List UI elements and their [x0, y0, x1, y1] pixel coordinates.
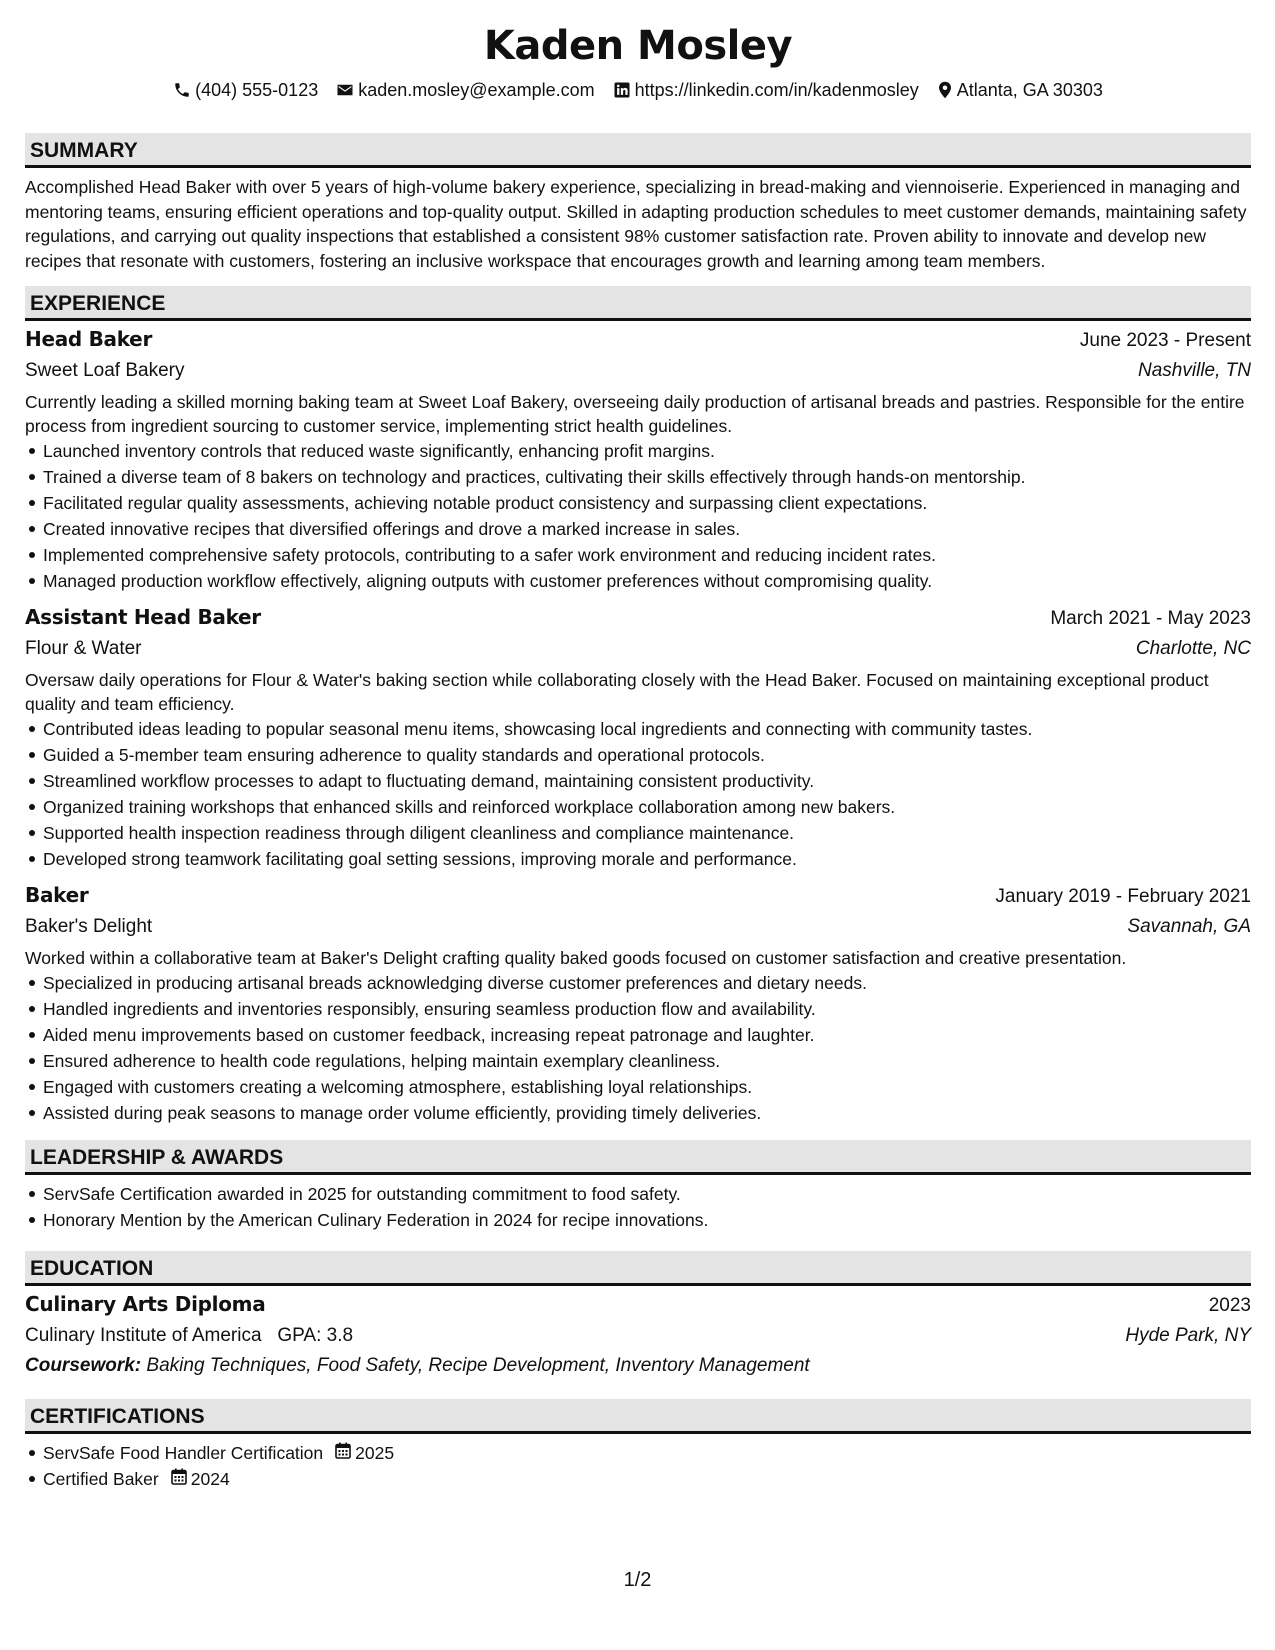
certification-row	[43, 1466, 1251, 1492]
page-number: 1/2	[623, 1569, 652, 1591]
contact-phone	[173, 78, 318, 102]
award-item: Honorary Mention by the American Culinary Federation in 2024 for recipe innovations.	[43, 1207, 1251, 1233]
bullet-item: Supported health inspection readiness through diligent cleanliness and compliance maintenance.	[43, 820, 1251, 846]
leadership-section	[25, 1140, 1251, 1233]
certification-name: ServSafe Food Handler Certification	[43, 1443, 324, 1464]
job-description: Currently leading a skilled morning baking team at Sweet Loaf Bakery, overseeing daily production of artisanal breads and pastries. Responsible for the entire process from ingredient sourcing to customer service, implementing strict health guidelines.	[25, 392, 1245, 437]
company-name: Baker's Delight	[25, 916, 153, 938]
school-location: Hyde Park, NY	[1125, 1325, 1251, 1347]
bullet-item: Specialized in producing artisanal breads acknowledging diverse customer preferences and dietary needs.	[43, 970, 1251, 996]
bullet-item: Created innovative recipes that diversified offerings and drove a marked increase in sales.	[43, 516, 1251, 542]
job-description: Worked within a collaborative team at Baker's Delight crafting quality baked goods focused on customer satisfaction and creative presentation.	[25, 948, 1127, 969]
candidate-name: Kaden Mosley	[483, 23, 793, 69]
bullet-item: Trained a diverse team of 8 bakers on technology and practices, cultivating their skills effectively through hands-on mentorship.	[43, 464, 1251, 490]
calendar-icon	[335, 1440, 351, 1466]
certification-item	[43, 1440, 1251, 1466]
section-header-experience: EXPERIENCE	[25, 286, 1251, 321]
bullet-item: Implemented comprehensive safety protocols, contributing to a safer work environment and reducing incident rates.	[43, 542, 1251, 568]
coursework-label: Coursework:	[25, 1355, 142, 1377]
coursework	[25, 1351, 1251, 1381]
job-location: Savannah, GA	[1127, 916, 1251, 938]
bullet-item: Ensured adherence to health code regulations, helping maintain exemplary cleanliness.	[43, 1048, 1251, 1074]
certification-row	[43, 1440, 1251, 1466]
company-name: Sweet Loaf Bakery	[25, 360, 185, 382]
job-location: Nashville, TN	[1138, 360, 1251, 382]
certification-year: 2024	[190, 1469, 230, 1490]
bullet-item: Contributed ideas leading to popular seasonal menu items, showcasing local ingredients and connecting with community tastes.	[43, 716, 1251, 742]
bullet-item: Facilitated regular quality assessments, achieving notable product consistency and surpassing client expectations.	[43, 490, 1251, 516]
phone-text: (404) 555-0123	[195, 80, 319, 100]
resume-page	[25, 18, 1251, 1492]
job-title: Baker	[25, 883, 89, 908]
bullet-item: Handled ingredients and inventories responsibly, ensuring seamless production flow and availability.	[43, 996, 1251, 1022]
gpa: GPA: 3.8	[277, 1325, 354, 1347]
calendar-icon	[171, 1466, 187, 1492]
linkedin-icon	[613, 81, 631, 99]
certification-bullets	[25, 1440, 1251, 1492]
job-entry	[25, 880, 1251, 1126]
education-year: 2023	[1208, 1295, 1251, 1317]
job-company-row	[25, 912, 1251, 942]
job-dates: January 2019 - February 2021	[995, 886, 1251, 908]
certification-year: 2025	[355, 1443, 395, 1464]
phone-icon	[173, 81, 191, 99]
bullet-item: Streamlined workflow processes to adapt to fluctuating demand, maintaining consistent productivity.	[43, 768, 1251, 794]
contact-location	[937, 78, 1103, 102]
education-section	[25, 1251, 1251, 1381]
job-title: Head Baker	[25, 327, 153, 352]
company-name: Flour & Water	[25, 638, 142, 660]
bullet-item: Organized training workshops that enhanced skills and reinforced workplace collaboration among new bakers.	[43, 794, 1251, 820]
degree-title: Culinary Arts Diploma	[25, 1292, 266, 1317]
job-company-row	[25, 634, 1251, 664]
section-header-certifications: CERTIFICATIONS	[25, 1399, 1251, 1434]
job-header-row	[25, 602, 1251, 634]
certification-name: Certified Baker	[43, 1469, 159, 1490]
bullet-item: Aided menu improvements based on customer feedback, increasing repeat patronage and laughter.	[43, 1022, 1251, 1048]
bullet-item: Engaged with customers creating a welcoming atmosphere, establishing loyal relationships.	[43, 1074, 1251, 1100]
summary-text: Accomplished Head Baker with over 5 years of high-volume bakery experience, specializing in bread-making and viennoiserie. Experienced in managing and mentoring teams, ensuring efficient operations and top-quality output. Skilled in adapting production schedules to meet customer demands, maintaining safety regulations, and carrying out quality inspections that established a consistent 98% customer satisfaction rate. Proven ability to innovate and develop new recipes that resonate with customers, fostering an inclusive workspace that encourages growth and learning among team members.	[25, 177, 1247, 271]
job-header-row	[25, 880, 1251, 912]
job-description: Oversaw daily operations for Flour & Water's baking section while collaborating closely with the Head Baker. Focused on maintaining exceptional product quality and team efficiency.	[25, 670, 1209, 715]
job-bullets	[25, 970, 1251, 1126]
education-school-row	[25, 1321, 1251, 1351]
section-header-education: EDUCATION	[25, 1251, 1251, 1286]
job-dates: June 2023 - Present	[1079, 330, 1251, 352]
education-header-row	[25, 1289, 1251, 1321]
job-location: Charlotte, NC	[1135, 638, 1251, 660]
section-header-summary: SUMMARY	[25, 133, 1251, 168]
experience-section	[25, 286, 1251, 1126]
job-entry	[25, 602, 1251, 872]
job-header-row	[25, 324, 1251, 356]
linkedin-link[interactable]: https://linkedin.com/in/kadenmosley	[634, 80, 919, 100]
contact-bar	[25, 78, 1251, 102]
school-name: Culinary Institute of America	[25, 1325, 262, 1347]
job-bullets	[25, 438, 1251, 594]
location-text: Atlanta, GA 30303	[956, 80, 1103, 100]
job-entry	[25, 324, 1251, 594]
envelope-icon	[336, 81, 354, 99]
job-company-row	[25, 356, 1251, 386]
job-dates: March 2021 - May 2023	[1050, 608, 1251, 630]
contact-email[interactable]	[336, 78, 594, 102]
summary-section	[25, 133, 1251, 273]
bullet-item: Launched inventory controls that reduced waste significantly, enhancing profit margins.	[43, 438, 1251, 464]
award-item: ServSafe Certification awarded in 2025 for outstanding commitment to food safety.	[43, 1181, 1251, 1207]
coursework-list: Baking Techniques, Food Safety, Recipe Development, Inventory Management	[146, 1355, 810, 1377]
bullet-item: Managed production workflow effectively, aligning outputs with customer preferences without compromising quality.	[43, 568, 1251, 594]
job-title: Assistant Head Baker	[25, 605, 261, 630]
bullet-item: Guided a 5-member team ensuring adherence to quality standards and operational protocols.	[43, 742, 1251, 768]
bullet-item: Assisted during peak seasons to manage order volume efficiently, providing timely deliveries.	[43, 1100, 1251, 1126]
award-bullets	[25, 1181, 1251, 1233]
school-info	[25, 1321, 353, 1351]
certification-date	[171, 1466, 230, 1492]
email-link[interactable]: kaden.mosley@example.com	[358, 80, 595, 100]
bullet-item: Developed strong teamwork facilitating goal setting sessions, improving morale and performance.	[43, 846, 1251, 872]
job-bullets	[25, 716, 1251, 872]
map-pin-icon	[937, 81, 953, 99]
certification-item	[43, 1466, 1251, 1492]
certifications-section	[25, 1399, 1251, 1492]
contact-linkedin[interactable]	[613, 78, 919, 102]
certification-date	[335, 1440, 394, 1466]
section-header-leadership: LEADERSHIP & AWARDS	[25, 1140, 1251, 1175]
